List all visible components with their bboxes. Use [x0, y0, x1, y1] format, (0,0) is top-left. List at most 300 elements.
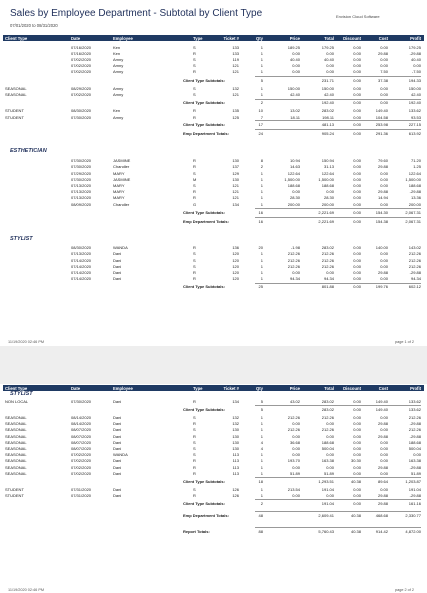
cell-profit: -29.88: [409, 493, 421, 499]
cell-date: 07/02/2020: [71, 69, 92, 75]
client-type-subtotal-label: Client Type Subtotals:: [183, 209, 225, 215]
cell-cost: 0.00: [380, 470, 388, 476]
cell-cost: 29.88: [377, 269, 388, 275]
cell-price: 13.02: [289, 108, 300, 114]
client-type-subtotal-profit: 602.12: [408, 284, 421, 290]
cell-total: 40.40: [323, 56, 334, 62]
cell-date: 07/02/2020: [71, 470, 92, 476]
cell-price: 18.11: [290, 114, 300, 120]
column-header-row: [3, 35, 424, 41]
column-header-profit: Profit: [410, 385, 421, 391]
column-header-employee: Employee: [113, 385, 133, 391]
cell-employee: JASMINE: [113, 158, 131, 164]
cell-employee: MARY: [113, 189, 125, 195]
cell-employee: Dani: [113, 421, 122, 427]
table-row: [3, 176, 424, 182]
cell-cost: 0.00: [380, 251, 388, 257]
cell-type: R: [193, 421, 196, 427]
cell-cost: 0.00: [380, 276, 388, 282]
emp-department-total-profit: 613.92: [408, 130, 421, 136]
cell-discount: 0.00: [353, 269, 361, 275]
cell-qty: 1: [260, 201, 263, 207]
table-row: [3, 276, 424, 282]
cell-profit: -29.88: [409, 50, 421, 56]
cell-ticket-: 133: [232, 44, 239, 50]
client-type-subtotal: [3, 209, 424, 215]
cell-client-type: SEASONAL: [5, 458, 27, 464]
cell-discount: 0.00: [353, 182, 361, 188]
cell-qty: 1: [260, 56, 263, 62]
cell-qty: 4: [260, 445, 263, 451]
client-type-subtotal-discount: 40.38: [350, 478, 361, 484]
cell-cost: 0.00: [380, 452, 388, 458]
group-heading: STYLIST: [10, 391, 33, 397]
emp-department-total-discount: 0.00: [353, 218, 361, 224]
cell-employee: Dani: [113, 487, 122, 493]
cell-discount: 0.00: [353, 114, 361, 120]
cell-total: 191.04: [321, 487, 334, 493]
cell-discount: 0.00: [353, 63, 361, 69]
cell-cost: 0.00: [380, 257, 388, 263]
cell-employee: Ken: [113, 50, 121, 56]
cell-cost: 0.00: [380, 170, 388, 176]
client-type-subtotal-profit: 161.16: [408, 500, 421, 506]
client-type-subtotal-total: 481.13: [321, 121, 334, 127]
cell-ticket-: 121: [232, 63, 239, 69]
cell-type: R: [193, 269, 196, 275]
client-type-subtotal-discount: 0.00: [353, 500, 361, 506]
cell-discount: 0.00: [353, 44, 361, 50]
cell-cost: 29.88: [377, 464, 388, 470]
cell-cost: 29.88: [377, 164, 388, 170]
cell-client-type: SEASONAL: [5, 427, 27, 433]
cell-type: R: [193, 464, 196, 470]
cell-client-type: SEASONAL: [5, 85, 27, 91]
footer-page-number: page 2 of 2: [395, 588, 415, 592]
table-row: [3, 398, 424, 404]
cell-discount: 0.00: [353, 69, 361, 75]
cell-price: 213.54: [287, 487, 300, 493]
cell-ticket-: 121: [232, 91, 239, 97]
cell-total: 1,500.00: [318, 176, 334, 182]
cell-total: 0.00: [326, 269, 334, 275]
cell-client-type: SEASONAL: [5, 464, 27, 470]
column-header-cost: Cost: [378, 385, 388, 391]
client-type-subtotal-discount: 0.00: [353, 121, 361, 127]
cell-qty: 8: [260, 158, 263, 164]
cell-qty: 20: [258, 245, 263, 251]
cell-profit: -29.88: [409, 269, 421, 275]
cell-price: 43.02: [289, 398, 300, 404]
cell-total: 212.26: [321, 414, 334, 420]
cell-employee: Chandler: [113, 201, 130, 207]
cell-qty: 1: [260, 269, 263, 275]
cell-total: 188.68: [321, 439, 334, 445]
cell-profit: 42.40: [410, 91, 421, 97]
cell-employee: Dani: [113, 398, 122, 404]
cell-discount: 0.00: [353, 189, 361, 195]
client-type-subtotal-discount: 0.00: [353, 77, 361, 83]
client-type-subtotal-cost: 149.40: [375, 406, 388, 412]
table-row: [3, 427, 424, 433]
table-row: [3, 69, 424, 75]
cell-qty: 1: [260, 251, 263, 257]
table-row: [3, 182, 424, 188]
cell-price: 189.25: [287, 44, 300, 50]
column-header-cost: Cost: [378, 35, 388, 41]
cell-profit: 93.53: [410, 114, 421, 120]
cell-qty: 1: [260, 85, 263, 91]
emp-department-total-total: 2,221.69: [318, 218, 334, 224]
cell-ticket-: 120: [232, 269, 239, 275]
cell-employee: Dani: [113, 257, 122, 263]
cell-employee: Dani: [113, 251, 122, 257]
cell-qty: 1: [260, 452, 263, 458]
cell-date: 07/30/2020: [71, 164, 92, 170]
cell-type: R: [193, 158, 196, 164]
cell-cost: 79.60: [377, 158, 388, 164]
cell-client-type: SEASONAL: [5, 470, 27, 476]
cell-ticket-: 136: [232, 245, 239, 251]
client-type-subtotal-total: 801.88: [321, 284, 334, 290]
cell-total: 212.26: [321, 427, 334, 433]
cell-type: S: [193, 445, 196, 451]
cell-cost: 29.88: [377, 421, 388, 427]
cell-ticket-: 125: [232, 114, 239, 120]
column-header-ticket-: Ticket #: [223, 35, 239, 41]
cell-date: 07/13/2020: [71, 182, 92, 188]
table-row: [3, 189, 424, 195]
client-type-subtotal-qty: 17: [258, 121, 263, 127]
cell-discount: 0.00: [353, 56, 361, 62]
cell-ticket-: 120: [232, 263, 239, 269]
cell-date: 07/13/2020: [71, 189, 92, 195]
client-type-subtotal: [3, 500, 424, 506]
cell-date: 08/30/2020: [71, 108, 92, 114]
report-total-qty: 88: [258, 528, 263, 534]
cell-date: 08/14/2020: [71, 421, 92, 427]
cell-qty: 1: [260, 91, 263, 97]
group-heading: ESTHETICIAN: [10, 147, 47, 154]
cell-profit: 0.00: [413, 452, 421, 458]
cell-date: 08/07/2020: [71, 427, 92, 433]
cell-ticket-: 134: [232, 398, 239, 404]
cell-cost: 140.00: [375, 245, 388, 251]
table-row: [3, 158, 424, 164]
cell-profit: 212.26: [408, 251, 421, 257]
cell-price: 0.00: [292, 493, 300, 499]
cell-cost: 0.00: [380, 44, 388, 50]
client-type-subtotal-total: 283.02: [321, 406, 334, 412]
table-row: [3, 108, 424, 114]
cell-ticket-: 135: [232, 108, 239, 114]
client-type-subtotal-profit: 227.15: [408, 121, 421, 127]
table-row: [3, 445, 424, 451]
client-type-subtotal-label: Client Type Subtotals:: [183, 121, 225, 127]
cell-cost: 0.00: [380, 427, 388, 433]
cell-qty: 5: [260, 398, 263, 404]
cell-type: R: [193, 189, 196, 195]
cell-ticket-: 126: [232, 493, 239, 499]
cell-profit: 0.00: [413, 63, 421, 69]
cell-ticket-: 130: [232, 158, 239, 164]
cell-qty: 1: [260, 63, 263, 69]
cell-price: 0.00: [292, 189, 300, 195]
cell-client-type: SEASONAL: [5, 445, 27, 451]
cell-profit: 188.68: [408, 439, 421, 445]
emp-department-total-cost: 468.68: [375, 512, 388, 518]
cell-type: R: [193, 470, 196, 476]
cell-qty: 1: [260, 464, 263, 470]
cell-total: 94.34: [323, 276, 334, 282]
cell-discount: 0.00: [353, 50, 361, 56]
cell-employee: Dani: [113, 427, 122, 433]
cell-profit: 212.26: [408, 257, 421, 263]
cell-date: 08/07/2020: [71, 445, 92, 451]
group-heading: STYLIST: [10, 235, 33, 242]
cell-date: 07/14/2020: [71, 257, 92, 263]
cell-profit: 212.26: [408, 414, 421, 420]
cell-cost: 0.00: [380, 414, 388, 420]
cell-discount: 0.00: [353, 85, 361, 91]
table-row: [3, 493, 424, 499]
cell-qty: 1: [260, 263, 263, 269]
cell-date: 08/09/2020: [71, 201, 92, 207]
cell-price: 94.34: [289, 276, 300, 282]
cell-cost: 29.88: [377, 189, 388, 195]
cell-total: 283.02: [321, 245, 334, 251]
cell-type: R: [193, 276, 196, 282]
footer-timestamp: 11/19/2020 02:46 PM: [8, 588, 45, 592]
client-type-subtotal-profit: 133.62: [408, 406, 421, 412]
cell-ticket-: 130: [232, 433, 239, 439]
emp-department-total-qty: 48: [258, 512, 263, 518]
client-type-subtotal-label: Client Type Subtotals:: [183, 406, 225, 412]
cell-total: 150.00: [321, 85, 334, 91]
table-row: [3, 439, 424, 445]
cell-profit: -29.88: [409, 464, 421, 470]
client-type-subtotal-qty: 5: [260, 77, 263, 83]
cell-profit: 143.02: [408, 245, 421, 251]
cell-discount: 0.00: [353, 464, 361, 470]
cell-type: S: [193, 439, 196, 445]
footer-page-number: page 1 of 2: [395, 340, 415, 344]
cell-cost: 0.00: [380, 487, 388, 493]
cell-type: S: [193, 63, 196, 69]
client-type-subtotal-total: 1,293.51: [318, 478, 334, 484]
cell-discount: 0.00: [353, 176, 361, 182]
cell-date: 07/02/2020: [71, 458, 92, 464]
cell-cost: 29.88: [377, 493, 388, 499]
cell-employee: Amny: [113, 69, 124, 75]
cell-date: 07/13/2020: [71, 195, 92, 201]
cell-cost: 0.00: [380, 458, 388, 464]
report-total-cost: 914.42: [375, 528, 388, 534]
cell-price: 212.26: [287, 414, 300, 420]
cell-date: 08/07/2020: [71, 439, 92, 445]
cell-client-type: SEASONAL: [5, 414, 27, 420]
cell-price: 28.30: [289, 195, 300, 201]
cell-cost: 29.88: [377, 433, 388, 439]
client-type-subtotal: [3, 284, 424, 290]
table-row: [3, 433, 424, 439]
client-type-subtotal-cost: 0.00: [380, 100, 388, 106]
client-type-subtotal-label: Client Type Subtotals:: [183, 500, 225, 506]
column-header-type: Type: [193, 385, 203, 391]
cell-total: 283.02: [321, 108, 334, 114]
cell-discount: 0.00: [353, 195, 361, 201]
client-type-subtotal-cost: 253.98: [375, 121, 388, 127]
cell-qty: 10: [258, 108, 263, 114]
cell-discount: 0.00: [353, 427, 361, 433]
cell-total: 51.89: [323, 470, 334, 476]
cell-employee: Dani: [113, 269, 122, 275]
cell-date: 07/02/2020: [71, 63, 92, 69]
cell-profit: 212.26: [408, 427, 421, 433]
emp-department-total: [3, 512, 424, 518]
cell-qty: 1: [260, 189, 263, 195]
cell-total: 212.26: [321, 257, 334, 263]
cell-date: 07/30/2020: [71, 158, 92, 164]
cell-date: 07/02/2020: [71, 464, 92, 470]
cell-date: 08/14/2020: [71, 414, 92, 420]
cell-date: 07/30/2020: [71, 114, 92, 120]
cell-price: 0.00: [292, 50, 300, 56]
cell-profit: 1.25: [413, 164, 421, 170]
cell-total: 188.68: [321, 182, 334, 188]
cell-cost: 0.00: [380, 85, 388, 91]
cell-cost: 14.94: [377, 195, 388, 201]
cell-cost: 0.00: [380, 263, 388, 269]
cell-total: 0.00: [326, 464, 334, 470]
cell-type: R: [193, 493, 196, 499]
report-total-profit: 4,872.00: [405, 528, 421, 534]
cell-employee: JASMINE: [113, 176, 131, 182]
cell-profit: 133.62: [408, 108, 421, 114]
cell-type: R: [193, 433, 196, 439]
table-row: [3, 85, 424, 91]
cell-ticket-: 126: [232, 487, 239, 493]
cell-discount: 0.00: [353, 263, 361, 269]
column-header-total: Total: [324, 35, 334, 41]
cell-type: S: [193, 170, 196, 176]
client-type-subtotal-label: Client Type Subtotals:: [183, 100, 225, 106]
cell-employee: Ken: [113, 44, 121, 50]
cell-qty: 1: [260, 427, 263, 433]
cell-price: 51.89: [289, 470, 300, 476]
client-type-subtotal-profit: 2,067.31: [405, 209, 421, 215]
cell-profit: -29.88: [409, 189, 421, 195]
cell-discount: 0.00: [353, 433, 361, 439]
cell-date: 07/02/2020: [71, 91, 92, 97]
cell-employee: MARY: [113, 170, 125, 176]
cell-price: 188.68: [287, 182, 300, 188]
cell-employee: Dani: [113, 414, 122, 420]
table-row: [3, 44, 424, 50]
report-date-range: 07/01/2020 to 08/31/2020: [10, 23, 58, 28]
cell-type: R: [193, 50, 196, 56]
cell-profit: 163.38: [408, 458, 421, 464]
cell-price: 36.68: [289, 439, 300, 445]
client-type-subtotal-cost: 199.76: [375, 284, 388, 290]
cell-price: 200.00: [287, 201, 300, 207]
cell-price: 212.26: [287, 427, 300, 433]
column-header-qty: Qty: [256, 385, 263, 391]
table-row: [3, 170, 424, 176]
cell-discount: 0.00: [353, 201, 361, 207]
cell-employee: Dani: [113, 445, 122, 451]
cell-price: 0.00: [292, 63, 300, 69]
cell-date: 08/29/2020: [71, 85, 92, 91]
cell-date: 07/29/2020: [71, 170, 92, 176]
cell-qty: 4: [260, 439, 263, 445]
cell-discount: 0.00: [353, 421, 361, 427]
cell-employee: Amny: [113, 85, 124, 91]
cell-ticket-: 121: [232, 182, 239, 188]
cell-total: 42.40: [323, 91, 334, 97]
cell-ticket-: 133: [232, 50, 239, 56]
cell-total: 0.00: [326, 421, 334, 427]
cell-total: 200.00: [321, 201, 334, 207]
cell-profit: 500.04: [408, 445, 421, 451]
client-type-subtotal-total: 191.04: [321, 500, 334, 506]
table-row: [3, 91, 424, 97]
table-row: [3, 487, 424, 493]
client-type-subtotal-label: Client Type Subtotals:: [183, 284, 225, 290]
column-header-ticket-: Ticket #: [223, 385, 239, 391]
cell-profit: -29.88: [409, 421, 421, 427]
table-row: [3, 470, 424, 476]
cell-price: 0.00: [292, 464, 300, 470]
cell-type: R: [193, 69, 196, 75]
cell-employee: Amny: [113, 63, 124, 69]
cell-employee: Dani: [113, 439, 122, 445]
report-total-label: Report Totals:: [183, 528, 210, 534]
cell-type: S: [193, 427, 196, 433]
cell-cost: 29.88: [377, 50, 388, 56]
cell-client-type: SEASONAL: [5, 421, 27, 427]
cell-type: R: [193, 108, 196, 114]
cell-price: 1,500.00: [284, 176, 300, 182]
cell-date: 07/14/2020: [71, 269, 92, 275]
cell-type: S: [193, 414, 196, 420]
cell-discount: 0.00: [353, 158, 361, 164]
emp-department-total-qty: 16: [258, 218, 263, 224]
cell-cost: 0.00: [380, 201, 388, 207]
client-type-subtotal-total: 231.71: [321, 77, 334, 83]
cell-price: 14.63: [289, 164, 300, 170]
cell-profit: 13.36: [410, 195, 421, 201]
column-header-client-type: Client Type: [5, 385, 28, 391]
cell-date: 07/30/2020: [71, 398, 92, 404]
cell-ticket-: 130: [232, 445, 239, 451]
table-row: [3, 464, 424, 470]
column-header-discount: Discount: [343, 385, 361, 391]
cell-ticket-: 132: [232, 85, 239, 91]
client-type-subtotal-qty: 2: [260, 100, 263, 106]
cell-total: 212.26: [321, 251, 334, 257]
cell-qty: 1: [260, 276, 263, 282]
cell-price: 0.00: [292, 452, 300, 458]
cell-ticket-: 132: [232, 421, 239, 427]
cell-type: R: [193, 195, 196, 201]
cell-price: 0.00: [292, 269, 300, 275]
report-total-discount: 40.38: [350, 528, 361, 534]
cell-date: 07/14/2020: [71, 263, 92, 269]
cell-ticket-: 120: [232, 251, 239, 257]
table-row: [3, 269, 424, 275]
cell-cost: 0.00: [380, 445, 388, 451]
